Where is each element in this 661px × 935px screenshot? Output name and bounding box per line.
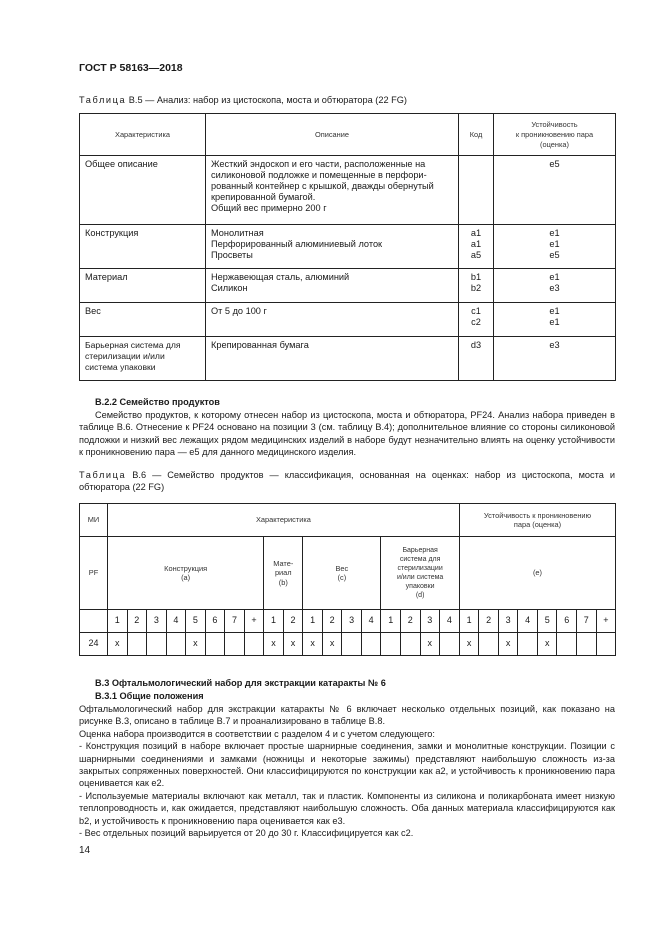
num-cell: 2: [479, 610, 499, 633]
num-cell: 4: [440, 610, 460, 633]
mark-cell: [400, 633, 420, 656]
section-b3-body: [79, 703, 615, 839]
num-cell: 4: [361, 610, 381, 633]
num-cell: 6: [205, 610, 225, 633]
group-construction: Конструкция (a): [108, 537, 264, 610]
caption-label: Таблица: [79, 95, 127, 105]
num-cell: 3: [342, 610, 362, 633]
header-desc: Описание: [206, 114, 459, 156]
table-row: [80, 337, 616, 381]
cell-code: [459, 156, 494, 225]
mark-cell: [596, 633, 616, 656]
mark-cell: [166, 633, 186, 656]
table-row: [80, 303, 616, 337]
mark-cell: x: [537, 633, 557, 656]
num-cell: 4: [166, 610, 186, 633]
num-cell: 1: [303, 610, 323, 633]
mark-cell: [577, 633, 597, 656]
table-header-row: [80, 114, 616, 156]
cell-code: d3: [459, 337, 494, 381]
table-b6-caption: [79, 469, 615, 494]
cell-res: e1 e1 e5: [494, 225, 616, 269]
mark-cell: [361, 633, 381, 656]
cell-desc: Крепированная бумага: [206, 337, 459, 381]
caption-label: Таблица: [79, 470, 127, 480]
num-cell: 1: [264, 610, 284, 633]
header-char: Характеристика: [80, 114, 206, 156]
table-row: [80, 269, 616, 303]
paragraph: - Используемые материалы включают как металл, так и пластик. Компоненты из силикона и поликарбоната имеет низкую теплопроводность и, как ожидается, представляют наибольшую сложность. Оба данных материала классифицируются как b2, и устойчивость к проникновению пара оценивается как e3.: [79, 790, 615, 826]
mark-cell: [440, 633, 460, 656]
cell-res: e1 e3: [494, 269, 616, 303]
header-mi: МИ: [80, 504, 108, 537]
table-row: [80, 225, 616, 269]
paragraph: Оценка набора производится в соответствии с разделом 4 и с учетом следующего:: [79, 728, 435, 739]
section-b22-title: В.2.2 Семейство продуктов: [95, 397, 220, 407]
num-cell: 1: [108, 610, 128, 633]
header-char: Характеристика: [108, 504, 460, 537]
num-cell: 3: [420, 610, 440, 633]
paragraph: - Конструкция позиций в наборе включает простые шарнирные соединения, замки и монолитные конструкции. Позиции с шарнирными соединениями и замками (ножницы и некоторые зажимы) представляют наибольшую сложность из-за закрытых сопряженных поверхностей. Они классифицируются по конструкции как a2, и устойчивость к проникновению пара оценивается как e2.: [79, 741, 615, 789]
num-cell: 2: [322, 610, 342, 633]
num-cell: 5: [186, 610, 206, 633]
mark-cell: [557, 633, 577, 656]
cell-char: Вес: [80, 303, 206, 337]
cell-res: e5: [494, 156, 616, 225]
caption-text: В.5 — Анализ: набор из цистоскопа, моста и обтюратора (22 FG): [128, 95, 407, 105]
table-b5-caption: [79, 95, 407, 105]
section-b3-title: В.3 Офтальмологический набор для экстракции катаракты № 6: [95, 678, 386, 688]
group-material: Мате- риал (b): [264, 537, 303, 610]
mark-cell: x: [322, 633, 342, 656]
cell-code: a1 a1 a5: [459, 225, 494, 269]
cell-char: Материал: [80, 269, 206, 303]
number-row: [80, 610, 616, 633]
mark-cell: [147, 633, 167, 656]
num-cell: 7: [225, 610, 245, 633]
num-cell: 2: [127, 610, 147, 633]
table-row: [80, 156, 616, 225]
group-barrier: Барьерная система для стерилизации и/или система упаковки (d): [381, 537, 459, 610]
cell-char: Общее описание: [80, 156, 206, 225]
mark-cell: [342, 633, 362, 656]
num-cell: 5: [537, 610, 557, 633]
blank-cell: [80, 610, 108, 633]
mark-cell: [479, 633, 499, 656]
header-res: Устойчивость к проникновению пара (оценка): [459, 504, 615, 537]
header-code: Код: [459, 114, 494, 156]
group-weight: Вес (c): [303, 537, 381, 610]
section-b22-text: [79, 409, 615, 459]
num-cell: 2: [400, 610, 420, 633]
table-header-row: [80, 537, 616, 610]
mark-cell: x: [498, 633, 518, 656]
section-b31-title: В.3.1 Общие положения: [95, 691, 204, 701]
mark-cell: [127, 633, 147, 656]
paragraph: Офтальмологический набор для экстракции катаракты № 6 включает несколько отдельных позиций, как показано на рисунке В.3, описано в таблице В.7 и проанализировано в таблице В.8.: [79, 704, 615, 727]
pf-value: 24: [80, 633, 108, 656]
caption-text: В.6 — Семейство продуктов — классификация, основанная на оценках: набор из цистоскопа, моста и обтюратора (22 FG): [79, 470, 615, 493]
num-cell: 3: [147, 610, 167, 633]
table-b5: [79, 113, 616, 381]
num-cell: 1: [459, 610, 479, 633]
pf-row: [80, 633, 616, 656]
mark-cell: [381, 633, 401, 656]
section-b22-body: Семейство продуктов, к которому отнесен набор из цистоскопа, моста и обтюратора, PF24. Анализ набора приведен в таблице В.6. Отнесение к PF24 основано на позиции 3 (см. таблицу В.4); дополнительное влияние со стороны силиконовой подложки и низкий вес лежащих рядом медицинских изделий в наборе будут незначительно влиять на оценку устойчивости к проникновению пара — e5 для данного медицинского изделия.: [79, 410, 615, 458]
mark-cell: [244, 633, 264, 656]
mark-cell: [205, 633, 225, 656]
header-pf: PF: [80, 537, 108, 610]
document-header: ГОСТ Р 58163—2018: [79, 62, 183, 74]
table-header-row: [80, 504, 616, 537]
cell-char: Конструкция: [80, 225, 206, 269]
cell-char: Барьерная система для стерилизации и/или система упаковки: [80, 337, 206, 381]
header-res: Устойчивость к проникновению пара (оценка): [494, 114, 616, 156]
cell-desc: Монолитная Перфорированный алюминиевый лоток Просветы: [206, 225, 459, 269]
num-cell: 4: [518, 610, 538, 633]
mark-cell: x: [420, 633, 440, 656]
num-cell: +: [244, 610, 264, 633]
num-cell: 6: [557, 610, 577, 633]
group-resistance: (e): [459, 537, 615, 610]
mark-cell: x: [264, 633, 284, 656]
mark-cell: x: [303, 633, 323, 656]
num-cell: +: [596, 610, 616, 633]
mark-cell: x: [459, 633, 479, 656]
mark-cell: x: [186, 633, 206, 656]
cell-code: b1 b2: [459, 269, 494, 303]
mark-cell: [225, 633, 245, 656]
page-number: 14: [79, 845, 91, 856]
cell-desc: Нержавеющая сталь, алюминий Силикон: [206, 269, 459, 303]
cell-res: e1 e1: [494, 303, 616, 337]
num-cell: 2: [283, 610, 303, 633]
num-cell: 3: [498, 610, 518, 633]
cell-res: e3: [494, 337, 616, 381]
cell-desc: От 5 до 100 г: [206, 303, 459, 337]
cell-desc: Жесткий эндоскоп и его части, расположенные на силиконовой подложке и помещенные в перфори- рованный контейнер с крышкой, дважды обернутый крепированной бумагой. Общий вес примерно 200 г: [206, 156, 459, 225]
table-b6: [79, 503, 616, 656]
num-cell: 1: [381, 610, 401, 633]
mark-cell: x: [283, 633, 303, 656]
paragraph: - Вес отдельных позиций варьируется от 20 до 30 г. Классифицируется как c2.: [79, 828, 414, 839]
mark-cell: [518, 633, 538, 656]
cell-code: c1 c2: [459, 303, 494, 337]
mark-cell: x: [108, 633, 128, 656]
num-cell: 7: [577, 610, 597, 633]
